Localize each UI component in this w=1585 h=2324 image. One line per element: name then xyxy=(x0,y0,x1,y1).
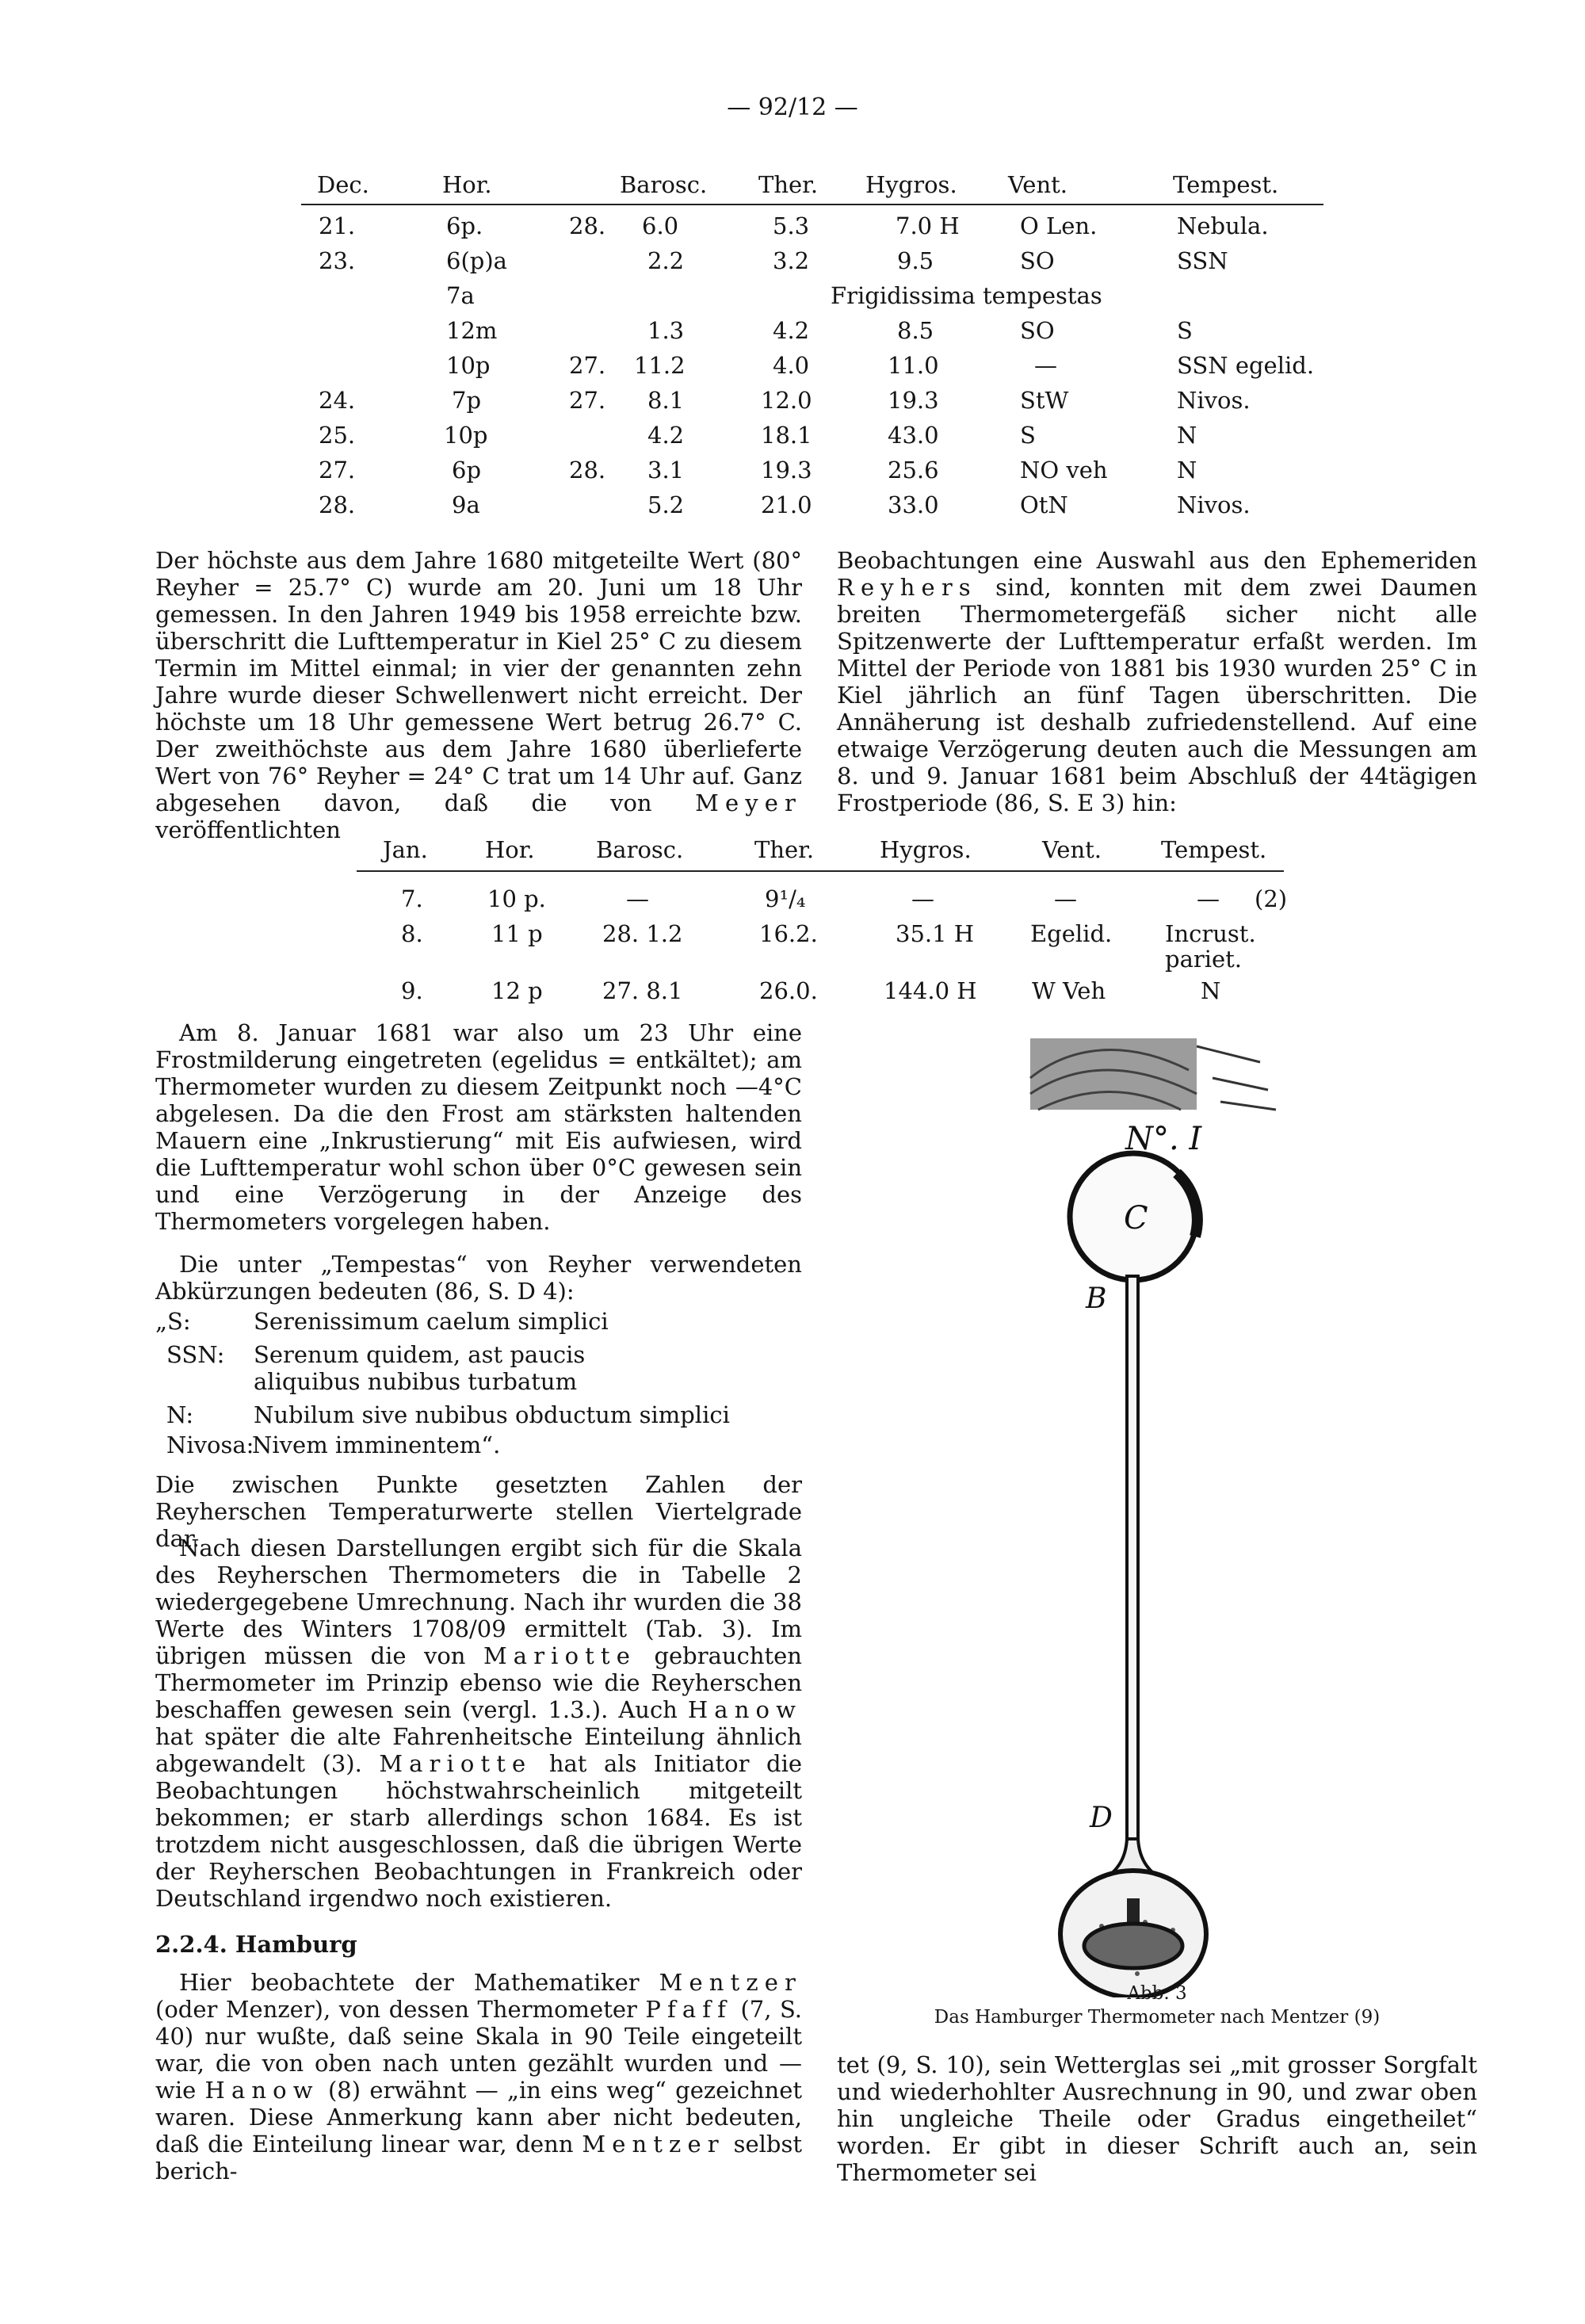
cell-hour: 6(p)a xyxy=(446,247,507,274)
thermometer-stem xyxy=(1127,1276,1138,1847)
cell-day: 9. xyxy=(401,977,423,1004)
abbreviation-key: SSN: xyxy=(166,1341,225,1368)
author-name: Hanow xyxy=(204,2077,319,2104)
cell-day: 23. xyxy=(319,247,356,274)
cell-ther: 26.0. xyxy=(759,977,818,1004)
paragraph-text: Die unter „Tempestas“ von Reyher verwendeten Abkürzungen bedeuten (86, S. D 4): xyxy=(155,1251,802,1305)
col-header: Tempest. xyxy=(1173,171,1279,198)
cell-hygros: 33.0 xyxy=(888,491,939,518)
cell-tempest: N xyxy=(1177,457,1197,484)
col-header: Hor. xyxy=(485,836,535,863)
paragraph-text: sind, konnten mit dem zwei Daumen breiten Thermometergefäß sicher nicht alle Spitzenwerte der Lufttemperatur erfaßt werden. Im Mittel der Periode von 1881 bis 1930 wurden 25° C in Kiel jährlich an fünf Tagen überschritten. Die Annäherung ist deshalb zufriedenstellend. Auf eine etwaige Verzögerung deuten auch die Messungen am 8. und 9. Januar 1681 beim Abschluß der 44tägigen Frostperiode (86, S. E 3) hin: xyxy=(837,574,1477,816)
cell-vent: — xyxy=(1054,885,1077,912)
cell-day: 8. xyxy=(401,920,423,947)
cell-hour: 10 p. xyxy=(487,885,546,912)
table-dec-1680 xyxy=(301,162,1323,535)
section-heading: 2.2.4. Hamburg xyxy=(155,1931,357,1958)
cell-baro-inch: 27. xyxy=(569,352,606,379)
paragraph-text: (8) erwähnt — „in eins weg“ gezeichnet waren. Diese Anmerkung kann aber nicht bedeuten, daß die Einteilung linear war, denn xyxy=(155,2077,803,2158)
cell-ther: 16.2. xyxy=(759,920,818,947)
cell-vent: S xyxy=(1020,422,1036,449)
cell-tempest: Incrust. pariet. xyxy=(1165,920,1256,973)
col-header: Hor. xyxy=(442,171,492,198)
figure-label: C xyxy=(1124,1200,1148,1237)
paragraph-text: selbst berich- xyxy=(155,2131,803,2184)
cell-vent: NO veh xyxy=(1020,457,1108,484)
cell-vent: Egelid. xyxy=(1030,920,1113,947)
cell-ther: 18.1 xyxy=(761,422,812,449)
paragraph-text: Die zwischen Punkte gesetzten Zahlen der Reyherschen Temperaturwerte stellen Viertelgrade dar. xyxy=(155,1471,802,1552)
paragraph-text: Hier beobachtete der Mathematiker xyxy=(179,1969,640,1996)
figure-label: B xyxy=(1086,1282,1107,1315)
col-header: Barosc. xyxy=(620,171,708,198)
paragraph-text: Der höchste aus dem Jahre 1680 mitgeteilte Wert (80° Reyher = 25.7° C) wurde am 20. Juni um 18 Uhr gemessen. In den Jahren 1949 bis 1958 erreichte bzw. überschritt die Lufttemperatur in Kiel 25° C zu diesem Termin im Mittel einmal; in vier der genannten zehn Jahre wurde dieser Schwellenwert nicht erreicht. Der höchste um 18 Uhr gemessene Wert betrug 26.7° C. Der zweithöchste aus dem Jahre 1680 überlieferte Wert von 76° Reyher = 24° C trat um 14 Uhr auf. Ganz abgesehen davon, daß die von xyxy=(155,547,802,816)
cell-day: 7. xyxy=(401,885,423,912)
figure-caption-text: Das Hamburger Thermometer nach Mentzer (9) xyxy=(934,2007,1381,2028)
cell-vent: StW xyxy=(1020,387,1069,414)
cell-tempest: Nivos. xyxy=(1177,387,1251,414)
cell-tempest: N xyxy=(1177,422,1197,449)
paragraph-text: (7, S. 40) nur wußte, daß seine Skala in 90 Teile eingeteilt war, die von oben nach unten gezählt wurden und — wie xyxy=(155,1996,803,2104)
table-rule xyxy=(301,204,1323,205)
cell-hour: 10p xyxy=(444,422,488,449)
cell-hygros: 19.3 xyxy=(888,387,939,414)
cell-day: 25. xyxy=(319,422,356,449)
cell-hour: 11 p xyxy=(491,920,543,947)
cell-hygros: 35.1 H xyxy=(896,920,975,947)
col-header: Vent. xyxy=(1008,171,1067,198)
cell-hour: 6p. xyxy=(446,212,483,239)
cell-ther: 12.0 xyxy=(761,387,812,414)
col-header: Hygros. xyxy=(880,836,972,863)
cell-baro-line: 1.3 xyxy=(647,317,685,344)
cell-tempest: SSN egelid. xyxy=(1177,352,1315,379)
cell-tempest: S xyxy=(1177,317,1193,344)
author-name: Mariotte xyxy=(483,1642,636,1669)
col-header: Barosc. xyxy=(596,836,684,863)
paragraph-text: Am 8. Januar 1681 war also um 23 Uhr eine Frostmilderung eingetreten (egelidus = entkältet); am Thermometer wurden zu diesem Zeitpunkt noch —4°C abgelesen. Da die den Frost am stärksten haltenden Mauern eine „Inkrustierung“ mit Eis aufwiesen, wird die Lufttemperatur wohl schon über 0°C gewesen sein und eine Verzögerung in der Anzeige des Thermometers vorgelegen haben. xyxy=(155,1019,802,1235)
cell-baro-line: 11.2 xyxy=(634,352,686,379)
paragraph-text: Nach diesen Darstellungen ergibt sich für die Skala des Reyherschen Thermometers die in Tabelle 2 wiedergegebene Umrechnung. Nach ihr wurden die 38 Werte des Winters 1708/09 ermittelt (Tab. 3). Im übrigen müssen die von xyxy=(155,1535,802,1669)
cell-vent: OtN xyxy=(1020,491,1068,518)
abbreviation-value: Nubilum sive nubibus obductum simplici xyxy=(254,1401,730,1428)
cell-vent: W Veh xyxy=(1032,977,1106,1004)
cell-vent: SO xyxy=(1020,247,1055,274)
page-number: — 92/12 — xyxy=(727,94,858,121)
cell-hygros: 11.0 xyxy=(888,352,939,379)
cell-tempest: Nivos. xyxy=(1177,491,1251,518)
paragraph-text: (oder Menzer), von dessen Thermometer xyxy=(155,1996,637,2023)
cell-day: 28. xyxy=(319,491,356,518)
cell-day: 27. xyxy=(319,457,356,484)
table-spanning-note: Frigidissima tempestas xyxy=(831,282,1102,309)
cell-hour: 12 p xyxy=(491,977,543,1004)
cell-hour: 12m xyxy=(446,317,498,344)
abbreviation-key: N: xyxy=(166,1401,194,1428)
cell-hygros: 8.5 xyxy=(897,317,934,344)
cell-note: (2) xyxy=(1255,885,1288,912)
abbreviation-item xyxy=(155,1431,802,1458)
engraving-block xyxy=(1030,1038,1197,1110)
col-header: Ther. xyxy=(758,171,819,198)
cell-baro-line: 3.1 xyxy=(647,457,685,484)
author-name: Reyhers xyxy=(837,574,977,601)
cell-hour: 7a xyxy=(446,282,475,309)
cell-hour: 9a xyxy=(452,491,480,518)
cell-day: 21. xyxy=(319,212,356,239)
cell-ther: 9¹/₄ xyxy=(765,885,806,912)
abbreviation-item xyxy=(155,1341,802,1395)
abbreviation-value: Serenum quidem, ast paucis aliquibus nubibus turbatum xyxy=(254,1341,586,1395)
cell-hygros: 144.0 H xyxy=(884,977,977,1004)
cell-ther: 3.2 xyxy=(773,247,810,274)
cell-hygros: — xyxy=(911,885,934,912)
cell-hygros: 43.0 xyxy=(888,422,939,449)
cell-hour: 10p xyxy=(446,352,491,379)
cell-tempest: — xyxy=(1197,885,1220,912)
abbreviation-value: Serenissimum caelum simplici xyxy=(254,1308,609,1335)
abbreviation-list xyxy=(155,1308,802,1466)
cell-vent: O Len. xyxy=(1020,212,1098,239)
cell-baro-inch: 28. xyxy=(569,457,606,484)
cell-ther: 5.3 xyxy=(773,212,810,239)
abbreviation-item xyxy=(155,1401,802,1428)
cell-baro-line: 6.0 xyxy=(642,212,679,239)
cell-ther: 19.3 xyxy=(761,457,812,484)
cell-baro-inch: 28. xyxy=(569,212,606,239)
abbreviation-value: Nivem imminentem“. xyxy=(252,1431,501,1458)
col-header: Ther. xyxy=(754,836,815,863)
paragraph-beobachtungen xyxy=(837,547,1477,816)
cell-day: 24. xyxy=(319,387,356,414)
paragraph-hoechster-wert xyxy=(155,547,802,843)
col-header: Vent. xyxy=(1042,836,1102,863)
abbreviation-key: „S: xyxy=(155,1308,191,1335)
figure-label: D xyxy=(1090,1802,1113,1834)
col-header: Hygros. xyxy=(865,171,957,198)
cell-baro-line: 8.1 xyxy=(647,387,685,414)
cell-ther: 4.0 xyxy=(773,352,810,379)
paragraph-text: gebrauchten Thermometer im Prinzip ebenso wie die Reyherschen beschaffen gewesen sein (vergl. 1.3.). Auch xyxy=(155,1642,802,1723)
cell-baro: — xyxy=(626,885,649,912)
figure-label: N°. I xyxy=(1125,1121,1202,1157)
paragraph-tempestas-intro xyxy=(155,1251,802,1305)
paragraph-text: tet (9, S. 10), sein Wetterglas sei „mit grosser Sorgfalt und wiederhohlter Ausrechnung in 90, und zwar oben hin ungleiche Theile oder Gradus eingetheilet“ worden. Er gibt in dieser Schrift auch an, sein Thermometer sei xyxy=(837,2051,1477,2186)
thermometer-figure xyxy=(1006,1015,1323,1997)
author-name: Mariotte xyxy=(379,1750,533,1777)
paragraph-skala xyxy=(155,1535,802,1912)
cell-baro: 27. 8.1 xyxy=(602,977,683,1004)
cell-baro: 28. 1.2 xyxy=(602,920,683,947)
figure-caption xyxy=(872,1982,1442,2029)
table-header-row xyxy=(357,832,1284,867)
table-header-row xyxy=(301,167,1323,202)
paragraph-mentzer-cont xyxy=(837,2051,1477,2186)
col-header: Jan. xyxy=(383,836,428,863)
col-header: Tempest. xyxy=(1161,836,1267,863)
author-name: Meyer xyxy=(695,789,802,816)
cell-baro-line: 4.2 xyxy=(647,422,685,449)
paragraph-text: veröffentlichten xyxy=(155,816,341,843)
figure-caption-title: Abb. 3 xyxy=(1127,1983,1187,2004)
author-name: Mentzer xyxy=(659,1969,803,1996)
cell-baro-line: 2.2 xyxy=(647,247,685,274)
abbreviation-item xyxy=(155,1308,802,1335)
cell-tempest: SSN xyxy=(1177,247,1228,274)
paragraph-text: hat später die alte Fahrenheitsche Einteilung ähnlich abgewandelt (3). xyxy=(155,1723,802,1777)
abbreviation-key: Nivosa: xyxy=(166,1431,254,1458)
author-name: Hanow xyxy=(687,1696,803,1723)
table-jan-1681 xyxy=(357,831,1288,1013)
cell-vent: SO xyxy=(1020,317,1055,344)
table-rule xyxy=(357,870,1284,872)
thermometer-base xyxy=(1078,1898,1189,1978)
paragraph-text: hat als Initiator die Beobachtungen höchstwahrscheinlich mitgeteilt bekommen; er starb allerdings schon 1684. Es ist trotzdem nicht ausgeschlossen, daß die übrigen Werte der Reyherschen Beobachtungen in Frankreich oder Deutschland irgendwo noch existieren. xyxy=(155,1750,803,1912)
author-name: Pfaff xyxy=(645,1996,732,2023)
cell-hygros: 7.0 H xyxy=(896,212,960,239)
cell-ther: 4.2 xyxy=(773,317,810,344)
cell-ther: 21.0 xyxy=(761,491,812,518)
paragraph-hamburg xyxy=(155,1969,802,2184)
paragraph-frostmilderung xyxy=(155,1019,802,1235)
cell-baro-line: 5.2 xyxy=(647,491,685,518)
author-name: Mentzer xyxy=(582,2131,725,2158)
cell-vent: — xyxy=(1034,352,1057,379)
cell-hour: 6p xyxy=(452,457,482,484)
cell-hygros: 25.6 xyxy=(888,457,939,484)
cell-baro-inch: 27. xyxy=(569,387,606,414)
cell-hour: 7p xyxy=(452,387,482,414)
col-header: Dec. xyxy=(317,171,369,198)
paragraph-text: Beobachtungen eine Auswahl aus den Ephemeriden xyxy=(837,547,1477,574)
cell-tempest: Nebula. xyxy=(1177,212,1269,239)
cell-tempest: N xyxy=(1201,977,1221,1004)
cell-hygros: 9.5 xyxy=(897,247,934,274)
